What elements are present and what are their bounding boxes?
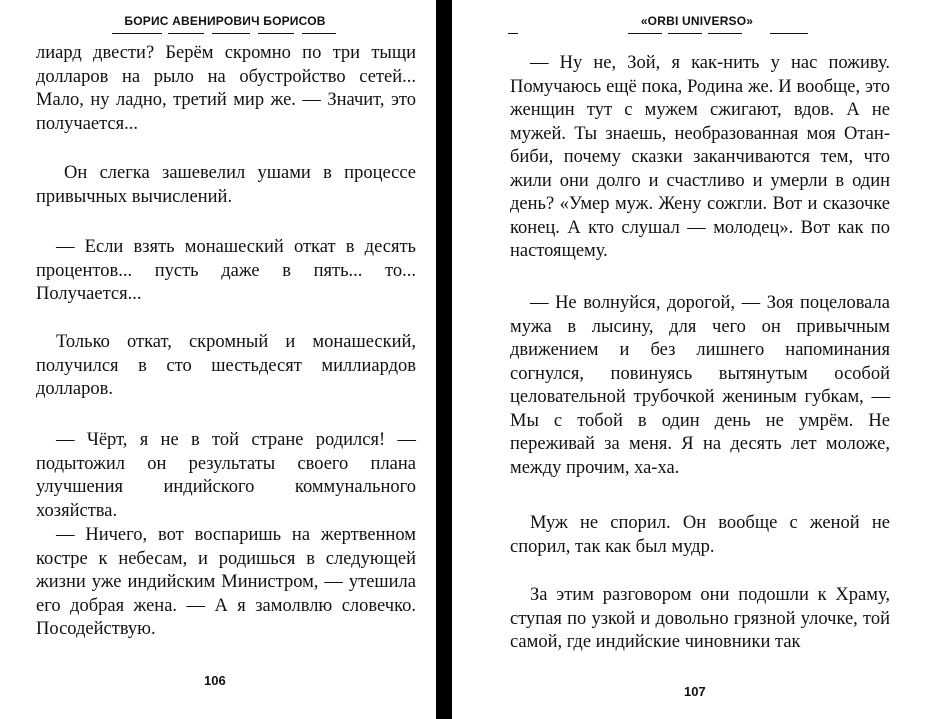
- paragraph: — Если взять монашеский откат в десять процентов... пусть даже в пять... то... Получается...: [36, 237, 416, 304]
- paragraph: — Не волнуйся, дорогой, — Зоя поцеловала мужа в лысину, для чего он привычным движением и без лишнего напоминания согнулся, повинуясь вытянутым особой целовательной трубочкой жениным губкам, — Мы с тобой в один день не умрём. Не переживай за меня. Я на десять лет моложе, между прочим, ха-ха.: [510, 293, 890, 478]
- page-number: 107: [684, 684, 706, 699]
- page-number: 106: [204, 673, 226, 688]
- header-rule: [168, 33, 204, 34]
- paragraph: лиард двести? Берём скромно по три тыщи долларов на рыло на обустройство сетей... Мало, ну ладно, третий мир же. — Значит, это получается...: [36, 43, 416, 134]
- left-page: [0, 0, 436, 719]
- header-rule: [708, 33, 742, 34]
- paragraph: Муж не спорил. Он вообще с женой не спорил, так как был мудр.: [510, 513, 890, 557]
- paragraph: — Ну не, Зой, я как-нить у нас поживу. Помучаюсь ещё пока, Родина же. И вообще, это женщин тут с мужем сжигают, вдов. А не мужей. Ты знаешь, необразованная моя Отан-биби, почему сказки заканчиваются тем, что жили они долго и счастливо и умерли в один день? «Умер муж. Жену сожгли. Вот и сказочке конец. А кто слушал — молодец». Вот как по настоящему.: [510, 53, 890, 261]
- header-rule: [212, 33, 250, 34]
- header-rule: [302, 33, 336, 34]
- header-rule: [508, 33, 518, 34]
- paragraph: — Ничего, вот воспаришь на жертвенном костре к небесам, и родишься в следующей жизни уже индийским Министром, — утешила его добрая жена. — А я замолвлю словечко. Посодействую.: [36, 525, 416, 639]
- paragraph: Он слегка зашевелил ушами в процессе привычных вычислений.: [36, 163, 416, 207]
- paragraph: За этим разговором они подошли к Храму, ступая по узкой и довольно грязной улочке, той самой, где индийские чиновники так: [510, 585, 890, 652]
- header-rule: [258, 33, 294, 34]
- header-rule: [770, 33, 808, 34]
- header-rule: [112, 33, 162, 34]
- right-running-header: «ORBI UNIVERSO»: [640, 14, 754, 28]
- paragraph: — Чёрт, я не в той стране родился! — подытожил он результаты своего плана улучшения индийского коммунального хозяйства.: [36, 430, 416, 521]
- header-rule: [668, 33, 702, 34]
- right-page: [452, 0, 932, 719]
- left-running-header: БОРИС АВЕНИРОВИЧ БОРИСОВ: [124, 14, 326, 28]
- paragraph: Только откат, скромный и монашеский, получился в сто шестьдесят миллиардов долларов.: [36, 332, 416, 399]
- header-rule: [628, 33, 662, 34]
- book-spine: [436, 0, 452, 719]
